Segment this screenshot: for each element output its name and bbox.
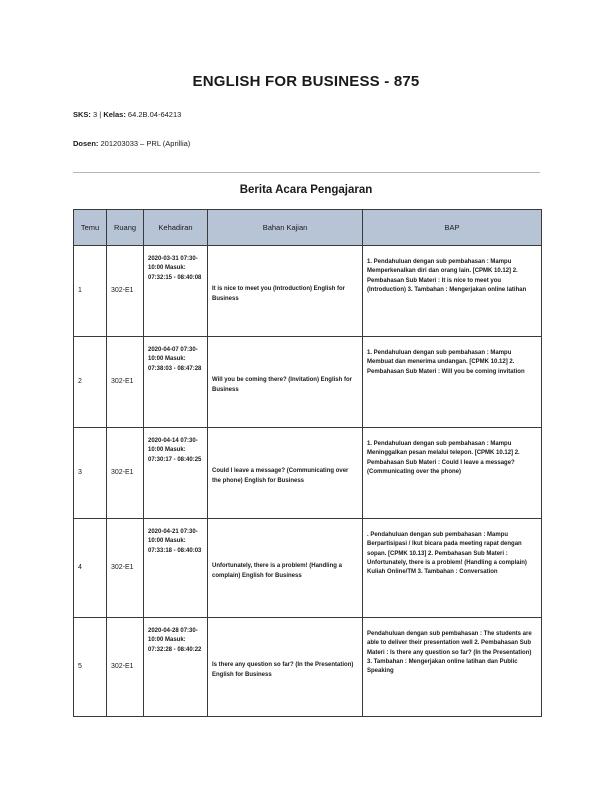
ruang-cell: 302-E1 bbox=[107, 337, 144, 428]
table-row bbox=[74, 246, 542, 337]
bap-cell: . Pendahuluan dengan sub pembahasan : Mampu Berpartisipasi / Ikut bicara pada meeting rapat dengan sopan. [CPMK 10.13] 2. Pembahasan Sub Materi : Unfortunately, there is a problem! (Handling a complain) Kuliah Online/TM 3. Tambahan : Conversation bbox=[363, 519, 542, 618]
document-title: ENGLISH FOR BUSINESS - 875 bbox=[192, 73, 420, 90]
kehadiran-cell: 2020-04-28 07:30-10:00 Masuk: 07:32:28 - 08:40:22 bbox=[144, 618, 208, 717]
column-header-temu: Temu bbox=[74, 210, 107, 246]
kelas-value: 64.2B.04-64213 bbox=[127, 110, 182, 119]
dosen-value: 201203033 – PRL (Aprillia) bbox=[100, 139, 191, 148]
temu-cell: 1 bbox=[74, 246, 107, 337]
temu-cell: 5 bbox=[74, 618, 107, 717]
kehadiran-cell: 2020-04-14 07:30-10:00 Masuk: 07:30:17 - 08:40:25 bbox=[144, 428, 208, 519]
table-row bbox=[74, 428, 542, 519]
column-header-ruang: Ruang bbox=[107, 210, 144, 246]
table-row bbox=[74, 519, 542, 618]
table-header-row bbox=[74, 210, 542, 246]
kehadiran-cell: 2020-03-31 07:30-10:00 Masuk: 07:32:15 - 08:40:08 bbox=[144, 246, 208, 337]
ruang-cell: 302-E1 bbox=[107, 246, 144, 337]
column-header-bap: BAP bbox=[363, 210, 542, 246]
bahan-kajian-cell: Is there any question so far? (In the Presentation) English for Business bbox=[208, 618, 363, 717]
bahan-kajian-cell: Unfortunately, there is a problem! (Handling a complain) English for Business bbox=[208, 519, 363, 618]
bahan-kajian-cell: It is nice to meet you (Introduction) English for Business bbox=[208, 246, 363, 337]
divider bbox=[73, 172, 540, 173]
bahan-kajian-cell: Will you be coming there? (Invitation) English for Business bbox=[208, 337, 363, 428]
table-row bbox=[74, 618, 542, 717]
ruang-cell: 302-E1 bbox=[107, 428, 144, 519]
kehadiran-cell: 2020-04-21 07:30-10:00 Masuk: 07:33:18 - 08:40:03 bbox=[144, 519, 208, 618]
course-meta: SKS: 3 | Kelas: 64.2B.04-64213 bbox=[73, 110, 182, 119]
column-header-bahan-kajian: Bahan Kajian bbox=[208, 210, 363, 246]
bap-cell: 1. Pendahuluan dengan sub pembahasan : Mampu Membuat dan menerima undangan. [CPMK 10.12] 2. Pembahasan Sub Materi : Will you be coming invitation bbox=[363, 337, 542, 428]
ruang-cell: 302-E1 bbox=[107, 519, 144, 618]
bap-cell: 1. Pendahuluan dengan sub pembahasan : Mampu Memperkenalkan diri dan orang lain. [CPMK 10.12] 2. Pembahasan Sub Materi : It is nice to meet you (Introduction) 3. Tambahan : Mengerjakan online latihan bbox=[363, 246, 542, 337]
kelas-label: Kelas: bbox=[103, 110, 126, 119]
temu-cell: 3 bbox=[74, 428, 107, 519]
bap-cell: Pendahuluan dengan sub pembahasan : The students are able to deliver their presentation well 2. Pembahasan Sub Materi : Is there any question so far? (In the Presentation) 3. Tambahan : Mengerjakan online latihan dan Public Speaking bbox=[363, 618, 542, 717]
dosen-label: Dosen: bbox=[73, 139, 99, 148]
section-title: Berita Acara Pengajaran bbox=[239, 184, 373, 196]
bahan-kajian-cell: Could I leave a message? (Communicating over the phone) English for Business bbox=[208, 428, 363, 519]
kehadiran-cell: 2020-04-07 07:30-10:00 Masuk: 07:38:03 - 08:47:28 bbox=[144, 337, 208, 428]
column-header-kehadiran: Kehadiran bbox=[144, 210, 208, 246]
bap-cell: 1. Pendahuluan dengan sub pembahasan : Mampu Meninggalkan pesan melalui telepon. [CPMK 10.12] 2. Pembahasan Sub Materi : Could I leave a message? (Communicating over the phone) bbox=[363, 428, 542, 519]
lecturer-meta bbox=[73, 139, 190, 148]
teaching-record-table bbox=[73, 209, 542, 717]
sks-value: 3 bbox=[93, 110, 98, 119]
sks-label: SKS: bbox=[73, 110, 91, 119]
table-row bbox=[74, 337, 542, 428]
temu-cell: 2 bbox=[74, 337, 107, 428]
temu-cell: 4 bbox=[74, 519, 107, 618]
ruang-cell: 302-E1 bbox=[107, 618, 144, 717]
